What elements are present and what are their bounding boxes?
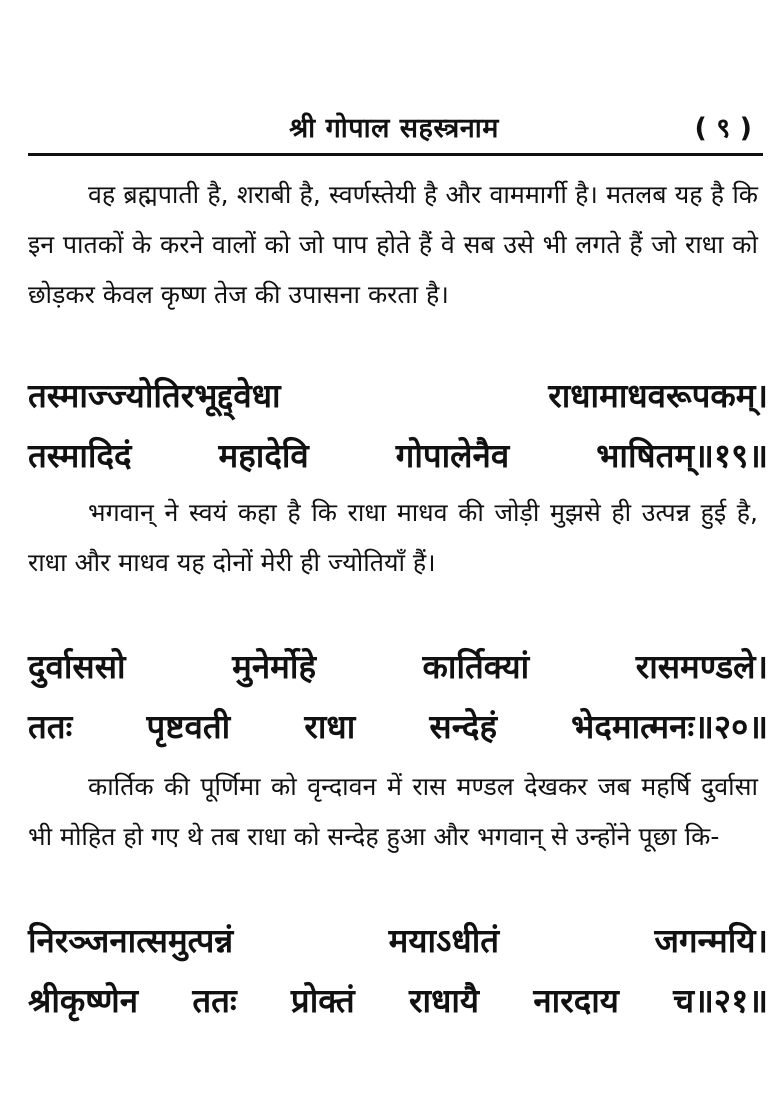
verse-19-line-1: तस्माज्ज्योतिरभूद्द्वेधा राधामाधवरूपकम्। [28,376,768,415]
verse-21-line-1: निरञ्जनात्समुत्पन्नं मयाऽधीतं जगन्मयि। [28,921,768,960]
verse-19-line-2: तस्मादिदं महादेवि गोपालेनैव भाषितम्॥१९॥ [28,436,768,475]
commentary-paragraph-2: भगवान् ने स्वयं कहा है कि राधा माधव की जोड़ी मुझसे ही उत्पन्न हुई है, राधा और माधव यह दोनों मेरी ही ज्योतियाँ हैं। [28,498,758,577]
book-title: श्री गोपाल सहस्त्रनाम [289,113,499,144]
commentary-paragraph-3: कार्तिक की पूर्णिमा को वृन्दावन में रास मण्डल देखकर जब महर्षि दुर्वासा भी मोहित हो गए थे तब राधा को सन्देह हुआ और भगवान् से उन्होंने पूछा कि- [28,772,758,851]
verse-19 [28,366,768,486]
commentary-paragraph-1: वह ब्रह्मपाती है, शराबी है, स्वर्णस्तेयी है और वाममार्गी है। मतलब यह है कि इन पातकों के करने वालों को जो पाप होते हैं वे सब उसे भी लगते हैं जो राधा को छोड़कर केवल कृष्ण तेज की उपासना करता है। [28,180,758,309]
verse-20 [28,637,768,757]
verse-20-line-2: ततः पृष्टवती राधा सन्देहं भेदमात्मनः॥२०॥ [28,707,768,746]
header-rule [28,153,763,156]
page-header [28,108,760,152]
page-number: ( ९ ) [694,113,752,144]
verse-21 [28,911,768,1031]
verse-20-line-1: दुर्वाससो मुनेर्मोहे कार्तिक्यां रासमण्डले। [28,647,768,686]
verse-21-line-2: श्रीकृष्णेन ततः प्रोक्तं राधायै नारदाय च॥२१॥ [28,981,768,1020]
